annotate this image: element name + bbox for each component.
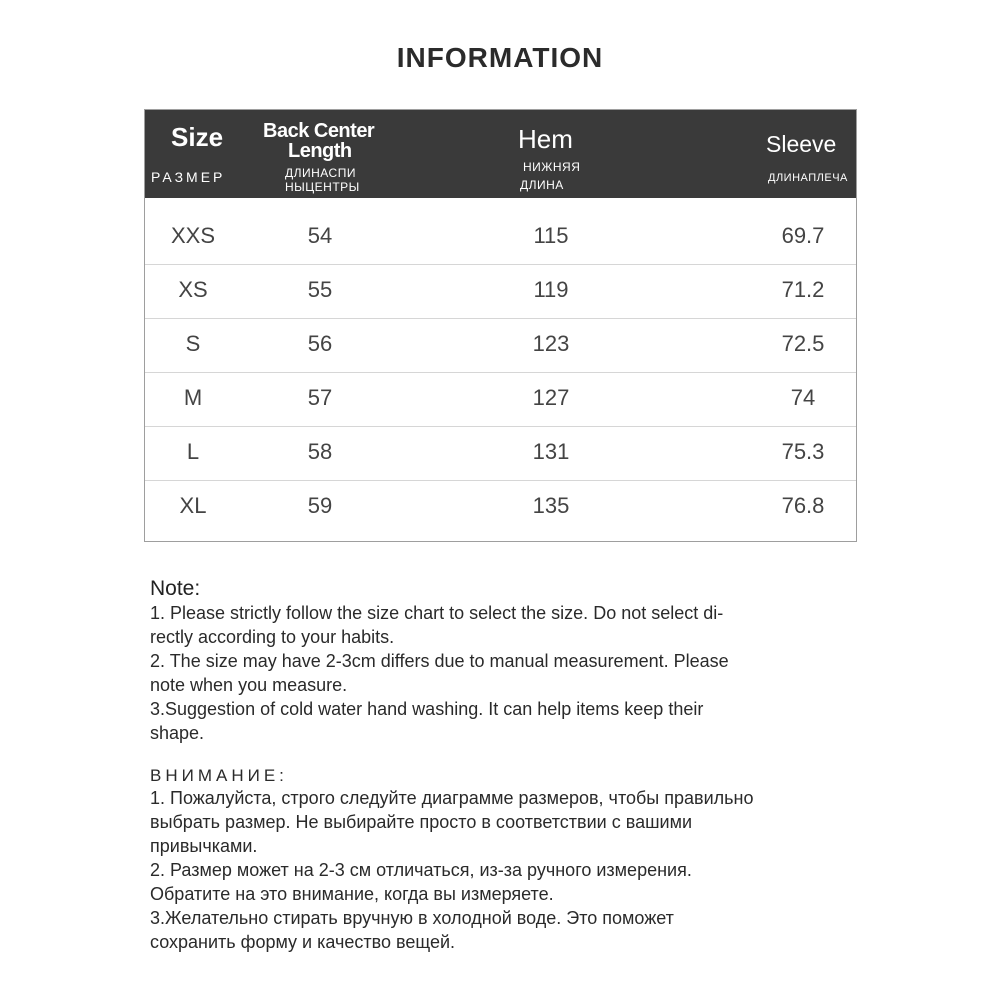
cell-sleeve: 69.7: [781, 223, 825, 248]
table-row: [145, 427, 856, 481]
cell-back: 56: [307, 331, 333, 356]
cell-back: 55: [307, 277, 333, 302]
ru-note-line: привычками.: [150, 836, 258, 856]
table-row: [145, 319, 856, 373]
header-back-sub-2: НЫЦЕНТРЫ: [285, 180, 360, 194]
ru-note-line: выбрать размер. Не выбирайте просто в соответствии с вашими: [150, 812, 693, 832]
header-back-sub: ДЛИНАСПИ: [285, 166, 356, 180]
note-line: shape.: [150, 723, 205, 743]
header-sleeve: Sleeve: [766, 131, 837, 157]
note-line: 1. Please strictly follow the size chart to select the size. Do not select di-: [150, 603, 724, 623]
ru-note-line: 3.Желательно стирать вручную в холодной воде. Это поможет: [150, 908, 674, 928]
header-hem-sub: НИЖНЯЯ: [523, 160, 581, 174]
table-row: [145, 481, 856, 535]
cell-back: 59: [307, 493, 333, 518]
cell-size: XXS: [170, 223, 216, 248]
ru-note-line: 1. Пожалуйста, строго следуйте диаграмме размеров, чтобы правильно: [150, 788, 754, 808]
header-back: Back Center: [263, 120, 375, 142]
cell-hem: 115: [533, 223, 569, 248]
cell-hem: 123: [532, 331, 570, 356]
header-hem-sub-2: ДЛИНА: [520, 178, 564, 192]
note-line: rectly according to your habits.: [150, 627, 395, 647]
cell-sleeve: 71.2: [781, 277, 825, 302]
header-hem: Hem: [518, 124, 573, 154]
cell-size: S: [185, 331, 201, 356]
cell-hem: 127: [532, 385, 570, 410]
cell-sleeve: 76.8: [781, 493, 825, 518]
table-row: [145, 373, 856, 427]
cell-hem: 135: [532, 493, 570, 518]
note-title: Note:: [150, 577, 201, 600]
cell-hem: 119: [533, 277, 569, 302]
table-header: [145, 110, 856, 198]
note-line: 2. The size may have 2-3cm differs due to manual measurement. Please: [150, 651, 729, 671]
ru-note-line: Обратите на это внимание, когда вы измеряете.: [150, 884, 554, 904]
note-line: note when you measure.: [150, 675, 348, 695]
cell-hem: 131: [532, 439, 570, 464]
ru-note-section: [150, 766, 870, 954]
cell-sleeve: 74: [790, 385, 816, 410]
cell-back: 54: [307, 223, 333, 248]
cell-back: 57: [307, 385, 333, 410]
cell-size: XS: [178, 277, 208, 302]
cell-sleeve: 75.3: [781, 439, 825, 464]
header-back-2: Length: [288, 140, 352, 162]
header-sleeve-sub: ДЛИНАПЛЕЧА: [768, 172, 848, 184]
table-row: [145, 265, 856, 319]
cell-size: XL: [179, 493, 207, 518]
table-row: [145, 211, 856, 265]
note-line: 3.Suggestion of cold water hand washing. It can help items keep their: [150, 699, 704, 719]
cell-size: M: [183, 385, 203, 410]
cell-sleeve: 72.5: [781, 331, 825, 356]
header-size: Size: [171, 122, 224, 152]
ru-note-line: сохранить форму и качество вещей.: [150, 932, 456, 952]
size-table: [144, 109, 857, 542]
ru-note-line: 2. Размер может на 2-3 см отличаться, из-за ручного измерения.: [150, 860, 692, 880]
ru-note-title: ВНИМАНИЕ:: [150, 766, 288, 785]
page-title: INFORMATION: [396, 42, 604, 73]
header-size-sub: РАЗМЕР: [151, 169, 226, 185]
cell-size: L: [186, 439, 200, 464]
note-section: [150, 577, 870, 745]
cell-back: 58: [307, 439, 333, 464]
